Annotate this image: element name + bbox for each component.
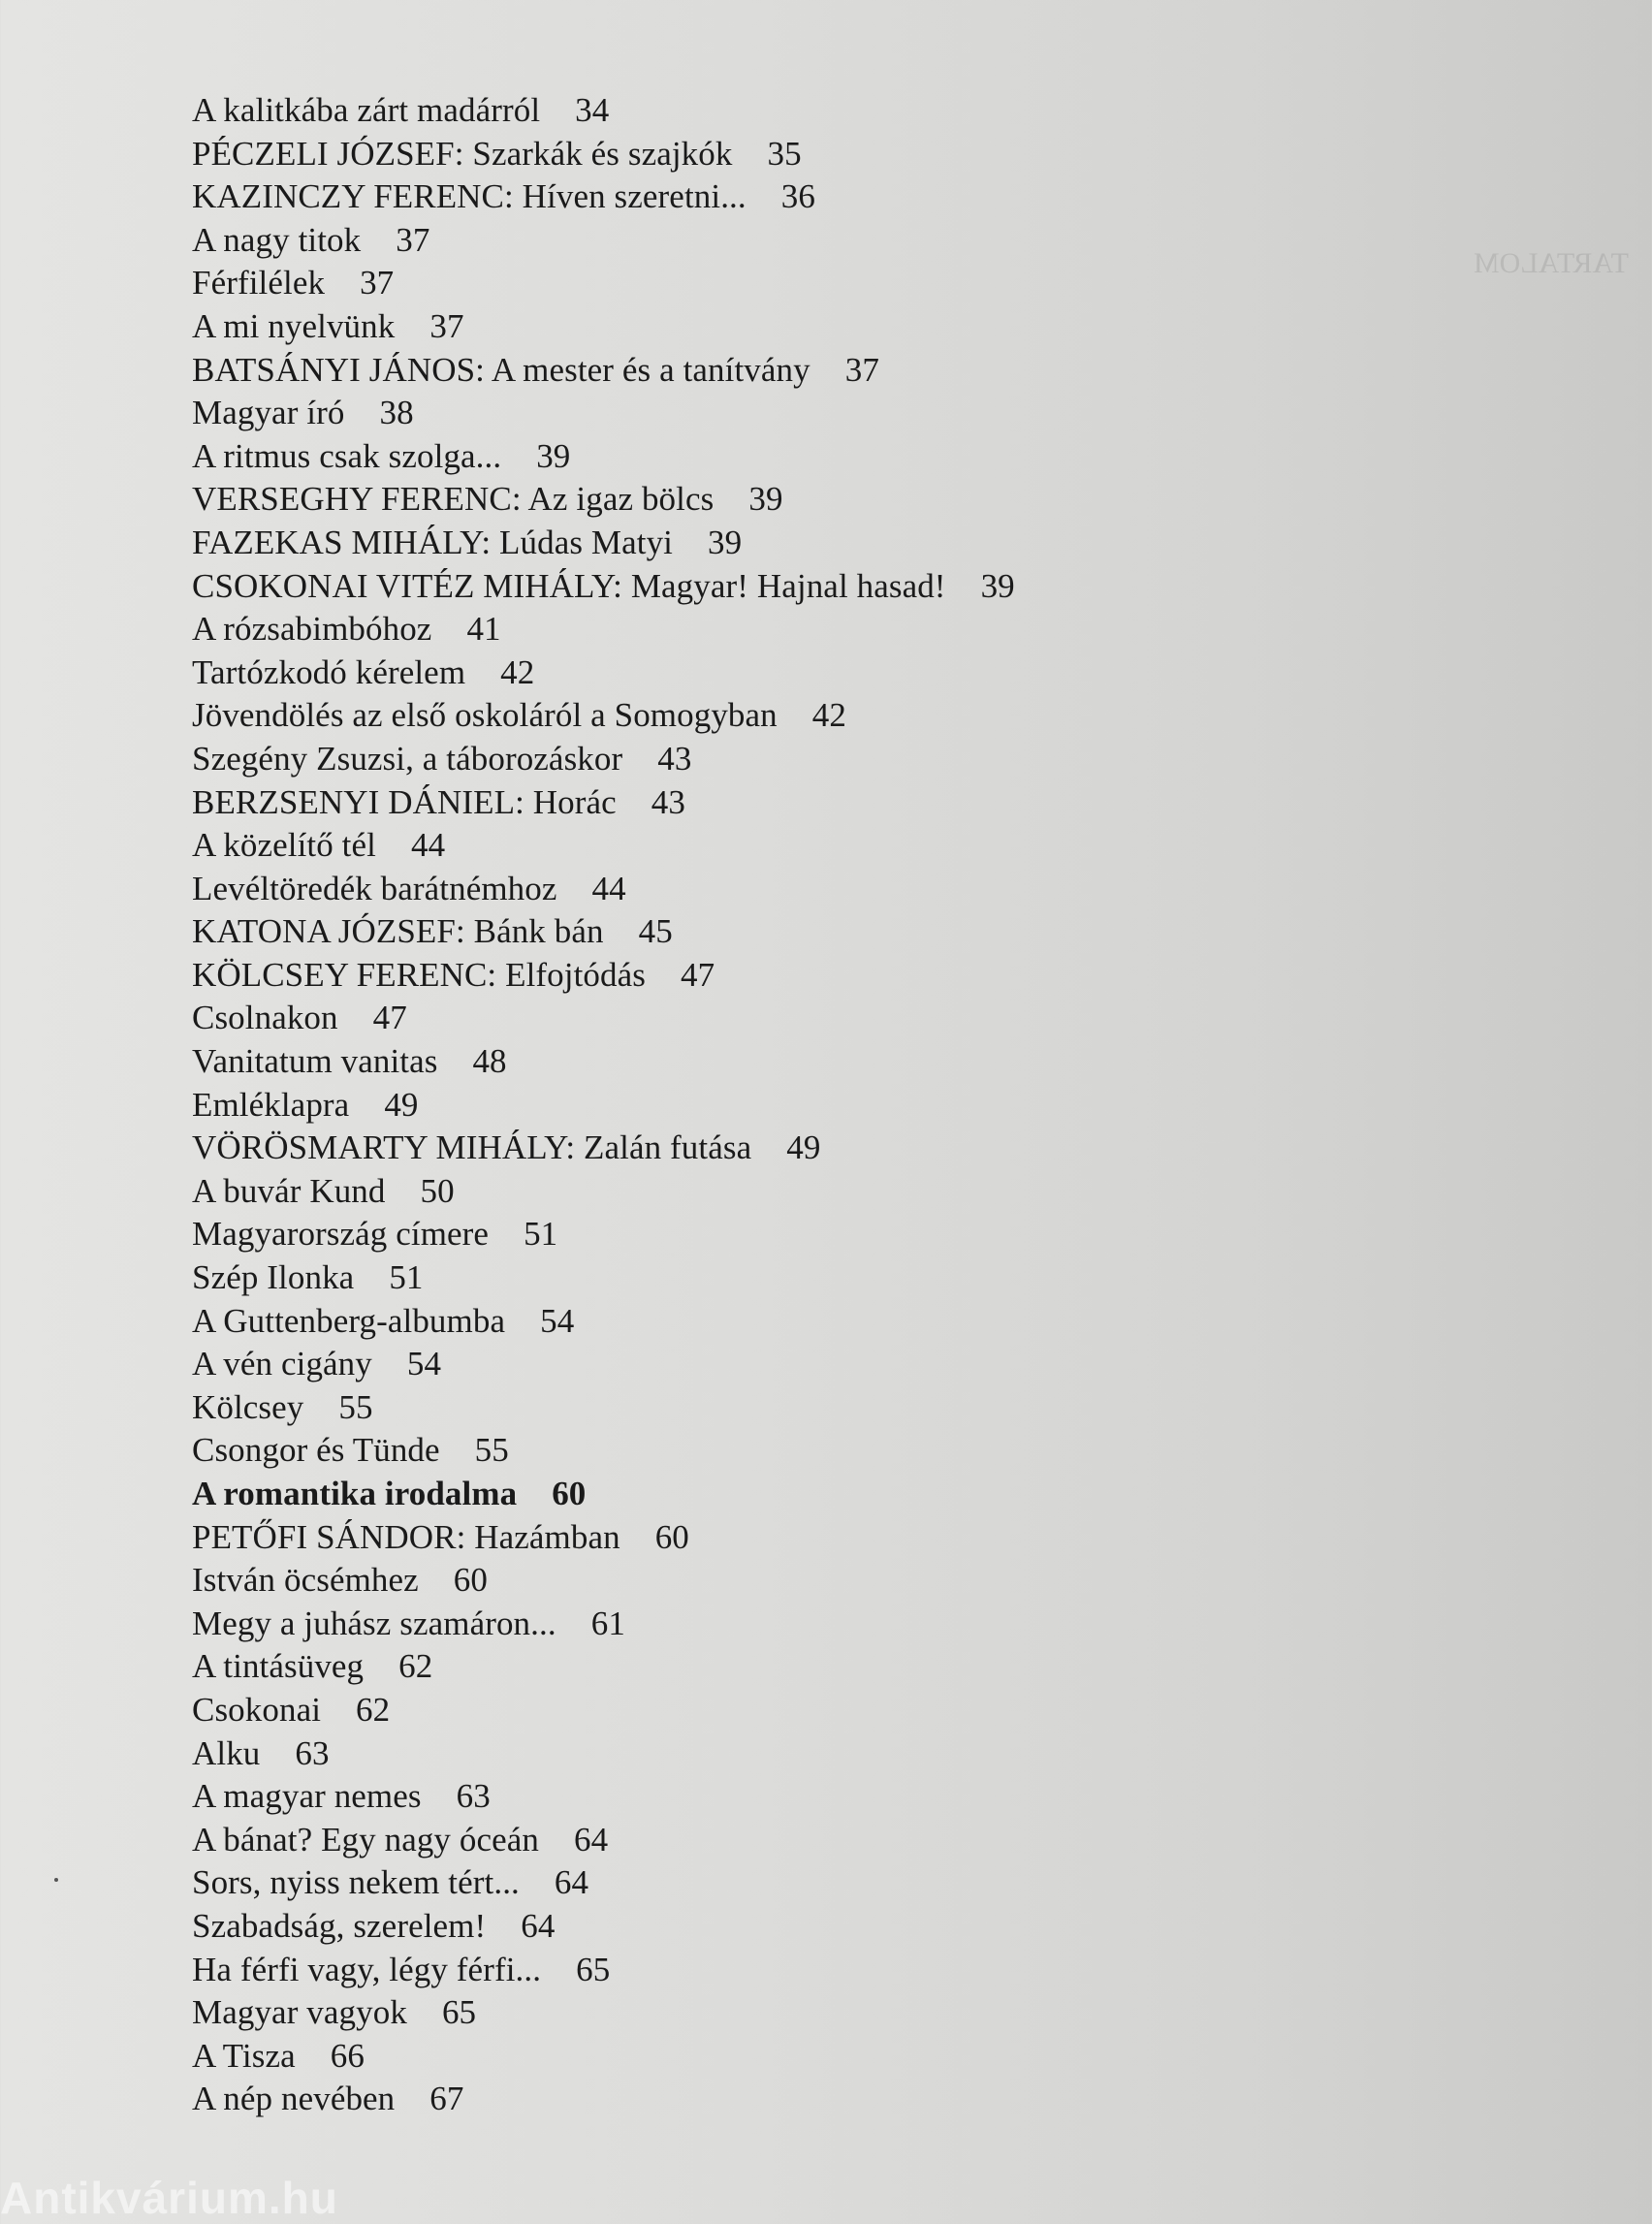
- toc-entry-page-number: 38: [379, 394, 414, 432]
- toc-entry: [192, 1689, 1161, 1732]
- toc-entry: [192, 1386, 1161, 1430]
- toc-entry: [192, 1170, 1161, 1214]
- toc-entry-title: A nép nevében: [192, 2080, 396, 2118]
- toc-entry-page-number: 54: [540, 1301, 575, 1340]
- toc-entry: [192, 608, 1161, 651]
- toc-entry-title: BATSÁNYI JÁNOS: A mester és a tanítvány: [192, 350, 810, 389]
- toc-entry-page-number: 45: [638, 912, 673, 951]
- toc-entry: [192, 1645, 1161, 1689]
- toc-entry-page-number: 65: [441, 1993, 477, 2032]
- toc-entry-page-number: 54: [406, 1345, 442, 1383]
- toc-entry-title: A mi nyelvünk: [192, 306, 396, 345]
- toc-entry-page-number: 44: [591, 869, 626, 907]
- toc-entry: [192, 910, 1161, 954]
- toc-entry-page-number: 37: [396, 220, 430, 259]
- toc-entry: [192, 1949, 1161, 1992]
- toc-entry: [192, 1991, 1161, 2035]
- toc-entry-title: KÖLCSEY FERENC: Elfojtódás: [192, 955, 646, 994]
- toc-entry-title: VÖRÖSMARTY MIHÁLY: Zalán futása: [192, 1128, 752, 1167]
- toc-entry-page-number: 49: [786, 1128, 821, 1167]
- toc-entry: [192, 219, 1161, 263]
- toc-entry-title: A romantika irodalma: [192, 1475, 518, 1512]
- toc-entry-page-number: 60: [654, 1517, 689, 1556]
- toc-entry-page-number: 39: [708, 523, 743, 561]
- toc-entry-page-number: 44: [410, 826, 446, 865]
- toc-entry: [192, 1343, 1161, 1386]
- watermark-text: Antikvárium.hu: [0, 2173, 338, 2223]
- toc-entry-page-number: 37: [844, 350, 879, 389]
- toc-entry-title: Magyar író: [192, 394, 345, 432]
- toc-entry-title: Csokonai: [192, 1690, 322, 1729]
- toc-entry-title: FAZEKAS MIHÁLY: Lúdas Matyi: [192, 523, 673, 561]
- toc-entry: [192, 435, 1161, 479]
- toc-entry-title: Csolnakon: [192, 999, 338, 1037]
- toc-entry-title: KAZINCZY FERENC: Híven szeretni...: [192, 177, 747, 216]
- toc-entry-title: István öcsémhez: [192, 1561, 419, 1600]
- toc-entry: [192, 1127, 1161, 1170]
- toc-entry-title: PETŐFI SÁNDOR: Hazámban: [192, 1517, 620, 1556]
- toc-entry: [192, 651, 1161, 695]
- toc-entry: [192, 175, 1161, 219]
- toc-entry-page-number: 42: [811, 696, 846, 735]
- toc-entry-title: Sors, nyiss nekem tért...: [192, 1863, 520, 1902]
- toc-entry-title: A vén cigány: [192, 1345, 372, 1383]
- toc-entry-title: BERZSENYI DÁNIEL: Horác: [192, 782, 617, 821]
- toc-entry: [192, 89, 1161, 133]
- toc-entry-page-number: 62: [356, 1690, 391, 1729]
- toc-entry-title: Csongor és Tünde: [192, 1431, 440, 1470]
- toc-entry-title: Magyar vagyok: [192, 1993, 407, 2032]
- toc-entry: [192, 478, 1161, 522]
- toc-entry-title: PÉCZELI JÓZSEF: Szarkák és szajkók: [192, 134, 733, 173]
- toc-entry: [192, 1905, 1161, 1949]
- toc-entry: [192, 262, 1161, 305]
- toc-entry: [192, 1429, 1161, 1473]
- toc-entry-title: Megy a juhász szamáron...: [192, 1604, 556, 1642]
- toc-entry: [192, 868, 1161, 911]
- toc-entry-title: A nagy titok: [192, 220, 362, 259]
- toc-entry-title: Vanitatum vanitas: [192, 1042, 438, 1081]
- toc-entry-title: A magyar nemes: [192, 1777, 422, 1816]
- toc-entry: [192, 1559, 1161, 1603]
- toc-section-heading: [192, 1473, 1161, 1516]
- toc-entry-page-number: 37: [360, 264, 395, 302]
- toc-entry-page-number: 60: [453, 1561, 488, 1600]
- toc-entry-title: VERSEGHY FERENC: Az igaz bölcs: [192, 480, 715, 519]
- table-of-contents: [192, 89, 1161, 2121]
- toc-entry: [192, 954, 1161, 998]
- toc-entry-title: CSOKONAI VITÉZ MIHÁLY: Magyar! Hajnal hasad!: [192, 566, 946, 605]
- bleed-through-title: TARTALOM: [1473, 247, 1629, 279]
- toc-entry-title: A bánat? Egy nagy óceán: [192, 1820, 539, 1859]
- toc-entry: [192, 781, 1161, 825]
- toc-entry: [192, 1732, 1161, 1776]
- toc-entry-page-number: 64: [554, 1863, 589, 1902]
- toc-entry-page-number: 39: [536, 436, 571, 475]
- toc-entry-title: A tintásüveg: [192, 1647, 365, 1686]
- toc-entry-title: A ritmus csak szolga...: [192, 436, 502, 475]
- toc-entry: [192, 565, 1161, 609]
- toc-entry-page-number: 43: [657, 739, 692, 778]
- toc-entry: [192, 1603, 1161, 1646]
- toc-entry-title: Szabadság, szerelem!: [192, 1906, 487, 1945]
- toc-entry-page-number: 62: [398, 1647, 433, 1686]
- toc-entry: [192, 1040, 1161, 1084]
- toc-entry-page-number: 35: [767, 134, 802, 173]
- toc-entry-title: A közelítő tél: [192, 826, 376, 865]
- toc-entry-page-number: 36: [780, 177, 815, 216]
- toc-entry-title: Tartózkodó kérelem: [192, 652, 466, 691]
- toc-entry: [192, 1819, 1161, 1862]
- toc-entry-page-number: 43: [651, 782, 685, 821]
- toc-entry-page-number: 34: [575, 91, 610, 129]
- toc-entry-page-number: 66: [330, 2036, 365, 2075]
- toc-entry-title: Szép Ilonka: [192, 1258, 355, 1297]
- toc-entry: [192, 2078, 1161, 2121]
- toc-entry: [192, 2035, 1161, 2079]
- toc-entry: [192, 349, 1161, 393]
- toc-entry-page-number: 48: [472, 1042, 507, 1081]
- toc-entry-page-number: 47: [680, 955, 715, 994]
- toc-entry-page-number: 55: [338, 1387, 373, 1426]
- toc-entry: [192, 133, 1161, 176]
- toc-entry: [192, 522, 1161, 565]
- toc-entry-title: Emléklapra: [192, 1085, 350, 1124]
- toc-entry-page-number: 55: [474, 1431, 509, 1470]
- paper-speck: [54, 1878, 58, 1882]
- toc-entry-page-number: 60: [552, 1475, 587, 1512]
- toc-entry: [192, 738, 1161, 781]
- toc-entry-page-number: 50: [420, 1171, 455, 1210]
- toc-entry-title: KATONA JÓZSEF: Bánk bán: [192, 912, 604, 951]
- toc-entry-title: Levéltöredék barátnémhoz: [192, 869, 557, 907]
- toc-entry-page-number: 64: [521, 1906, 556, 1945]
- toc-entry-page-number: 51: [524, 1215, 558, 1254]
- toc-entry-title: A buvár Kund: [192, 1171, 386, 1210]
- toc-entry-page-number: 47: [372, 999, 407, 1037]
- toc-entry: [192, 1213, 1161, 1256]
- toc-entry-page-number: 39: [980, 566, 1015, 605]
- toc-entry-page-number: 65: [576, 1950, 611, 1988]
- toc-entry: [192, 305, 1161, 349]
- toc-entry: [192, 824, 1161, 868]
- toc-entry: [192, 392, 1161, 435]
- toc-entry: [192, 1300, 1161, 1344]
- toc-entry-title: Kölcsey: [192, 1387, 304, 1426]
- toc-entry: [192, 1861, 1161, 1905]
- toc-entry: [192, 1084, 1161, 1128]
- toc-entry-page-number: 63: [295, 1733, 330, 1772]
- toc-entry-title: Alku: [192, 1733, 261, 1772]
- toc-entry-title: A rózsabimbóhoz: [192, 610, 432, 649]
- toc-entry-title: A Guttenberg-albumba: [192, 1301, 506, 1340]
- toc-entry-page-number: 41: [466, 610, 501, 649]
- toc-entry-title: Férfilélek: [192, 264, 326, 302]
- toc-entry-page-number: 67: [429, 2080, 464, 2118]
- toc-entry-title: Magyarország címere: [192, 1215, 490, 1254]
- toc-entry: [192, 1256, 1161, 1300]
- toc-entry-title: Jövendölés az első oskoláról a Somogyban: [192, 696, 778, 735]
- toc-entry-title: A kalitkába zárt madárról: [192, 91, 541, 129]
- toc-entry-page-number: 37: [429, 306, 464, 345]
- toc-entry-page-number: 61: [590, 1604, 625, 1642]
- toc-entry: [192, 1775, 1161, 1819]
- toc-entry: [192, 1516, 1161, 1560]
- toc-entry: [192, 997, 1161, 1040]
- toc-entry-title: Ha férfi vagy, légy férfi...: [192, 1950, 542, 1988]
- toc-entry: [192, 694, 1161, 738]
- toc-entry-page-number: 39: [748, 480, 783, 519]
- toc-entry-page-number: 64: [574, 1820, 609, 1859]
- toc-entry-page-number: 63: [456, 1777, 491, 1816]
- toc-entry-title: Szegény Zsuzsi, a táborozáskor: [192, 739, 623, 778]
- toc-entry-title: A Tisza: [192, 2036, 296, 2075]
- toc-entry-page-number: 42: [500, 652, 535, 691]
- toc-entry-page-number: 49: [384, 1085, 419, 1124]
- toc-entry-page-number: 51: [389, 1258, 424, 1297]
